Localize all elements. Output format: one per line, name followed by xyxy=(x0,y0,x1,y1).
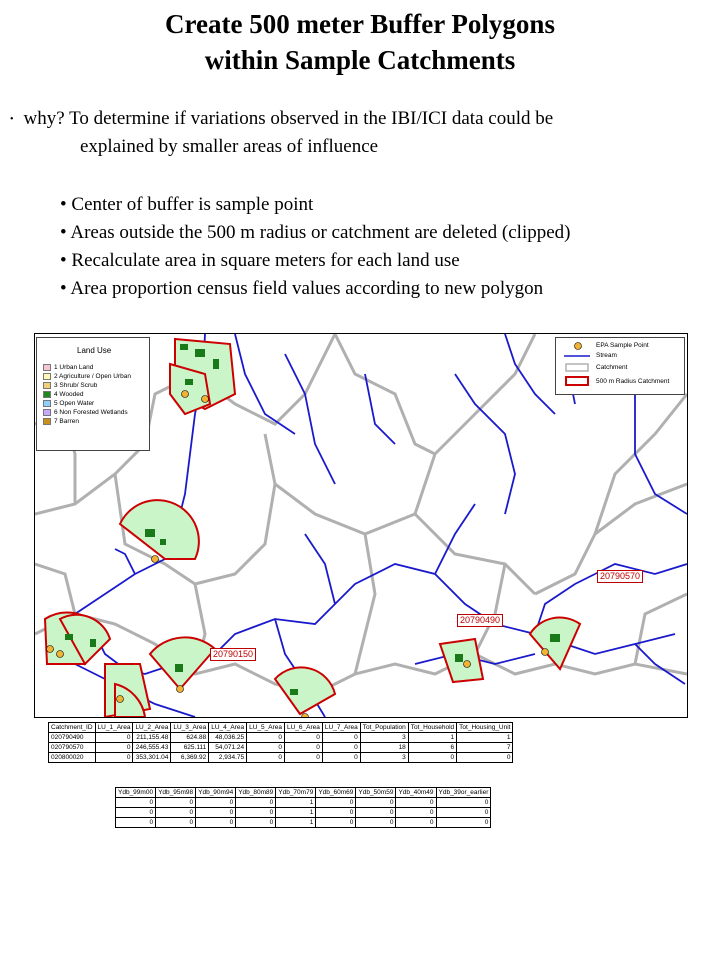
bullet-item: • Areas outside the 500 m radius or catchment are deleted (clipped) xyxy=(60,219,571,247)
table-cell: 0 xyxy=(156,798,196,808)
table-cell: 625.111 xyxy=(171,743,209,753)
legend-item xyxy=(43,391,84,399)
swatch-icon xyxy=(43,382,51,389)
map-key xyxy=(555,337,685,395)
table-cell: 0 xyxy=(436,808,491,818)
map-label: 20790490 xyxy=(457,614,503,627)
table-cell: 0 xyxy=(356,808,396,818)
legend-label: 6 Non Forested Wetlands xyxy=(54,409,128,417)
table-cell: 0 xyxy=(322,743,360,753)
table-cell: 624.88 xyxy=(171,733,209,743)
table-row xyxy=(116,818,491,828)
key-point-label: EPA Sample Point xyxy=(596,342,649,349)
table-cell: 3 xyxy=(360,733,408,743)
legend-item xyxy=(43,364,93,372)
why-text xyxy=(10,105,553,134)
table-header-cell: Ydb_40m49 xyxy=(396,788,436,798)
table-cell: 0 xyxy=(396,818,436,828)
legend-title: Land Use xyxy=(77,346,112,355)
table-cell: 18 xyxy=(360,743,408,753)
swatch-icon xyxy=(43,418,51,425)
why-line2: explained by smaller areas of influence xyxy=(80,136,379,157)
table-cell: 0 xyxy=(322,753,360,763)
table-cell: 0 xyxy=(285,733,323,743)
table-cell: 211,155.48 xyxy=(133,733,171,743)
table-cell: 0 xyxy=(247,733,285,743)
table-cell: 0 xyxy=(95,733,133,743)
legend-item xyxy=(43,400,94,408)
table-cell: 48,036.25 xyxy=(209,733,247,743)
table-header-cell: LU_4_Area xyxy=(209,723,247,733)
table-cell: 0 xyxy=(457,753,513,763)
table-header-cell: Ydb_70m79 xyxy=(276,788,316,798)
table-cell: 0 xyxy=(396,798,436,808)
bullet-item: • Area proportion census field values according to new polygon xyxy=(60,275,571,303)
table-cell: 0 xyxy=(408,753,456,763)
table-header-cell: Ydb_39or_earlier xyxy=(436,788,491,798)
table-cell: 0 xyxy=(196,808,236,818)
table-cell: 0 xyxy=(396,808,436,818)
table-header-cell: Ydb_60m69 xyxy=(316,788,356,798)
table-cell: 0 xyxy=(236,798,276,808)
table-cell: 0 xyxy=(285,743,323,753)
table-cell: 1 xyxy=(276,798,316,808)
legend-label: 3 Shrub/ Scrub xyxy=(54,382,98,390)
table-header-cell: Tot_Population xyxy=(360,723,408,733)
legend-item xyxy=(43,373,131,381)
page-title-line2: within Sample Catchments xyxy=(204,45,516,75)
table-header-cell: LU_3_Area xyxy=(171,723,209,733)
swatch-icon xyxy=(43,400,51,407)
table-header-cell: Tot_Housing_Unit xyxy=(457,723,513,733)
key-catchment-label: Catchment xyxy=(596,364,628,371)
table-cell: 0 xyxy=(316,798,356,808)
swatch-icon xyxy=(43,409,51,416)
map-key-symbols xyxy=(556,338,596,394)
table-cell: 0 xyxy=(247,743,285,753)
table-cell: 0 xyxy=(116,808,156,818)
table-cell: 0 xyxy=(236,818,276,828)
table-header-cell: Tot_Household xyxy=(408,723,456,733)
table-cell: 0 xyxy=(156,818,196,828)
table-cell: 0 xyxy=(196,818,236,828)
table-cell: 0 xyxy=(316,818,356,828)
swatch-icon xyxy=(43,364,51,371)
legend-label: 2 Agriculture / Open Urban xyxy=(54,373,131,381)
table-row xyxy=(116,798,491,808)
table-cell: 353,301.04 xyxy=(133,753,171,763)
land-use-legend xyxy=(36,337,150,451)
table-cell: 0 xyxy=(356,798,396,808)
table-cell: 3 xyxy=(360,753,408,763)
table-cell: 0 xyxy=(316,808,356,818)
table-cell: 0 xyxy=(95,753,133,763)
bullet-dot-icon: • xyxy=(10,113,14,125)
key-stream-label: Stream xyxy=(596,352,617,359)
table-cell: 1 xyxy=(276,818,316,828)
table-cell: 1 xyxy=(457,733,513,743)
table-cell: 7 xyxy=(457,743,513,753)
legend-label: 7 Barren xyxy=(54,418,79,426)
map-label: 20790570 xyxy=(597,570,643,583)
table-cell: 1 xyxy=(276,808,316,818)
table-row xyxy=(49,743,513,753)
table-header-cell: Ydb_99m00 xyxy=(116,788,156,798)
table-header-cell: LU_2_Area xyxy=(133,723,171,733)
table-cell: 0 xyxy=(247,753,285,763)
table-cell: 54,071.24 xyxy=(209,743,247,753)
table-header-cell: LU_6_Area xyxy=(285,723,323,733)
legend-label: 5 Open Water xyxy=(54,400,95,408)
legend-item xyxy=(43,382,97,390)
swatch-icon xyxy=(43,373,51,380)
page-title-line1: Create 500 meter Buffer Polygons xyxy=(165,9,555,39)
table-cell: 2,934.75 xyxy=(209,753,247,763)
table-cell: 0 xyxy=(356,818,396,828)
table-cell: 0 xyxy=(436,818,491,828)
table-cell: 020800020 xyxy=(49,753,96,763)
table-cell: 0 xyxy=(156,808,196,818)
legend-label: 1 Urban Land xyxy=(54,364,94,372)
table-header-cell: Catchment_ID xyxy=(49,723,96,733)
table-cell: 0 xyxy=(285,753,323,763)
table-cell: 6 xyxy=(408,743,456,753)
land-use-attribute-table xyxy=(48,722,513,763)
table-header-cell: Ydb_50m59 xyxy=(356,788,396,798)
bullet-item: • Recalculate area in square meters for each land use xyxy=(60,247,571,275)
table-header-cell: LU_5_Area xyxy=(247,723,285,733)
why-line1: why? To determine if variations observed in the IBI/ICI data could be xyxy=(23,108,554,129)
table-cell: 020790570 xyxy=(49,743,96,753)
table-header-cell: Ydb_80m89 xyxy=(236,788,276,798)
table-cell: 6,369.92 xyxy=(171,753,209,763)
table-header-cell: Ydb_95m98 xyxy=(156,788,196,798)
table-row xyxy=(116,808,491,818)
housing-age-attribute-table xyxy=(115,787,491,828)
table-cell: 1 xyxy=(408,733,456,743)
table-cell: 0 xyxy=(436,798,491,808)
table-cell: 0 xyxy=(236,808,276,818)
table-row xyxy=(49,753,513,763)
bullet-item: • Center of buffer is sample point xyxy=(60,191,571,219)
map-label: 20790150 xyxy=(210,648,256,661)
legend-item xyxy=(43,418,79,426)
bullet-list xyxy=(60,191,571,303)
table-cell: 020790490 xyxy=(49,733,96,743)
key-radius-label: 500 m Radius Catchment xyxy=(596,378,670,385)
legend-item xyxy=(43,409,128,417)
table-cell: 0 xyxy=(196,798,236,808)
legend-label: 4 Wooded xyxy=(54,391,84,399)
table-header-cell: LU_7_Area xyxy=(322,723,360,733)
swatch-icon xyxy=(43,391,51,398)
table-row xyxy=(49,733,513,743)
table-cell: 0 xyxy=(116,798,156,808)
table-header-cell: LU_1_Area xyxy=(95,723,133,733)
table-cell: 246,555.43 xyxy=(133,743,171,753)
table-cell: 0 xyxy=(322,733,360,743)
table-cell: 0 xyxy=(116,818,156,828)
table-cell: 0 xyxy=(95,743,133,753)
table-header-cell: Ydb_90m94 xyxy=(196,788,236,798)
